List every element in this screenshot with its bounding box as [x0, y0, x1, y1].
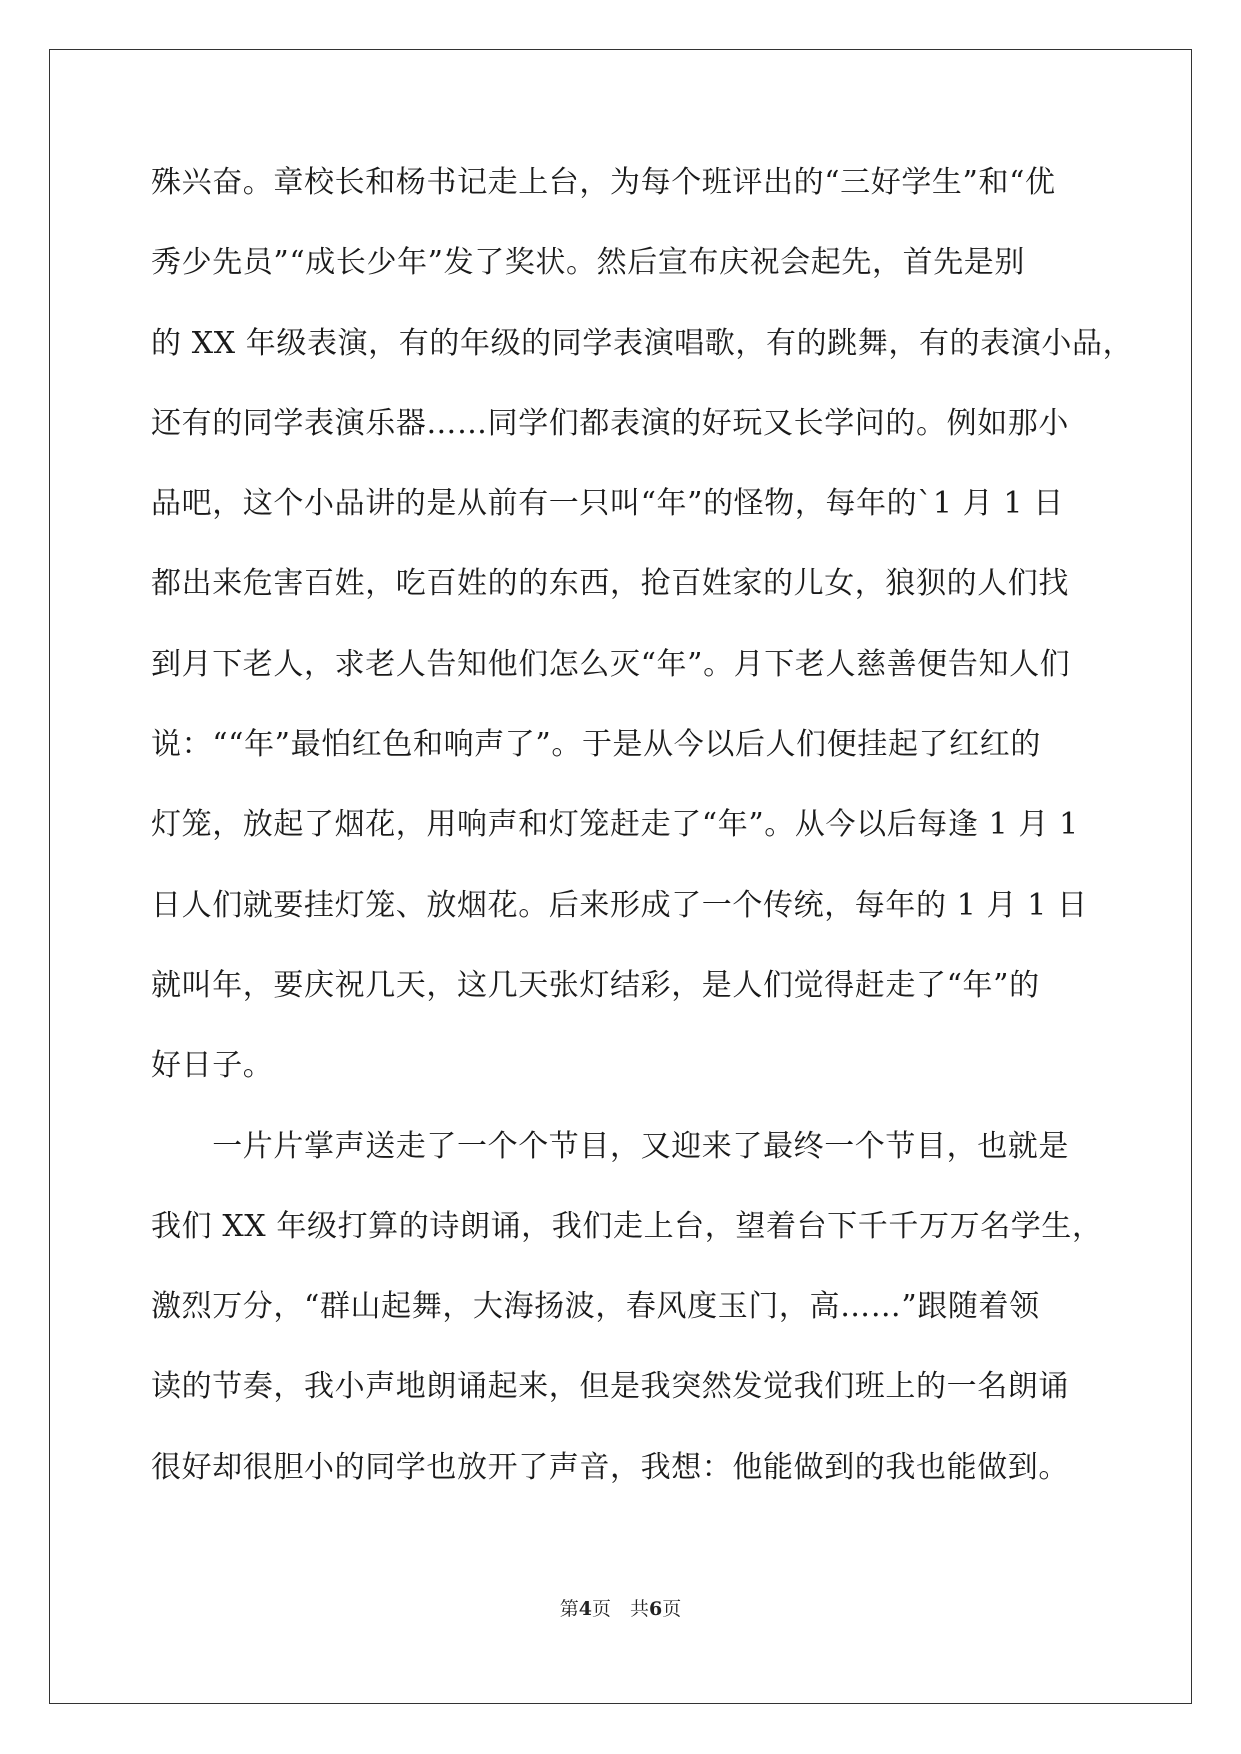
total-page-number: 6: [649, 1598, 663, 1620]
page-footer: [0, 1594, 1241, 1621]
footer-suffix: 页: [662, 1598, 682, 1620]
current-page-number: 4: [578, 1598, 592, 1620]
text-line: 的 XX 年级表演，有的年级的同学表演唱歌，有的跳舞，有的表演小品，: [151, 325, 1134, 361]
text-line: 都出来危害百姓，吃百姓的的东西，抢百姓家的儿女，狼狈的人们找: [151, 566, 1069, 602]
text-line: 读的节奏，我小声地朗诵起来，但是我突然发觉我们班上的一名朗诵: [151, 1369, 1069, 1405]
text-line: 灯笼，放起了烟花，用响声和灯笼赶走了“年”。从今以后每逢 1 月 1: [151, 807, 1079, 843]
text-line: 殊兴奋。章校长和杨书记走上台，为每个班评出的“三好学生”和“优: [151, 165, 1056, 200]
text-line: 就叫年，要庆祝几天，这几天张灯结彩，是人们觉得赶走了“年”的: [151, 967, 1040, 1003]
document-body: [151, 163, 1134, 1528]
text-line: 一片片掌声送走了一个个节目，又迎来了最终一个节目，也就是: [151, 1128, 1069, 1164]
text-line: 日人们就要挂灯笼、放烟花。后来形成了一个传统，每年的 1 月 1 日: [151, 887, 1088, 923]
text-line: 还有的同学表演乐器……同学们都表演的好玩又长学问的。例如那小: [151, 405, 1069, 441]
footer-mid: 页 共: [591, 1598, 649, 1620]
footer-prefix: 第: [559, 1598, 579, 1620]
text-line: 好日子。: [151, 1048, 274, 1084]
text-line: 秀少先员”“成长少年”发了奖状。然后宣布庆祝会起先，首先是别: [151, 245, 1026, 281]
text-line: 说：““年”最怕红色和响声了”。于是从今以后人们便挂起了红红的: [151, 727, 1041, 763]
text-line: 到月下老人，求老人告知他们怎么灭“年”。月下老人慈善便告知人们: [151, 646, 1071, 682]
text-line: 品吧，这个小品讲的是从前有一只叫“年”的怪物，每年的`1 月 1 日: [151, 486, 1064, 522]
text-line: 很好却很胆小的同学也放开了声音，我想：他能做到的我也能做到。: [151, 1449, 1069, 1485]
text-line: 激烈万分，“群山起舞，大海扬波，春风度玉门，高……”跟随着领: [151, 1289, 1040, 1325]
text-line: 我们 XX 年级打算的诗朗诵，我们走上台，望着台下千千万万名学生，: [151, 1208, 1103, 1244]
